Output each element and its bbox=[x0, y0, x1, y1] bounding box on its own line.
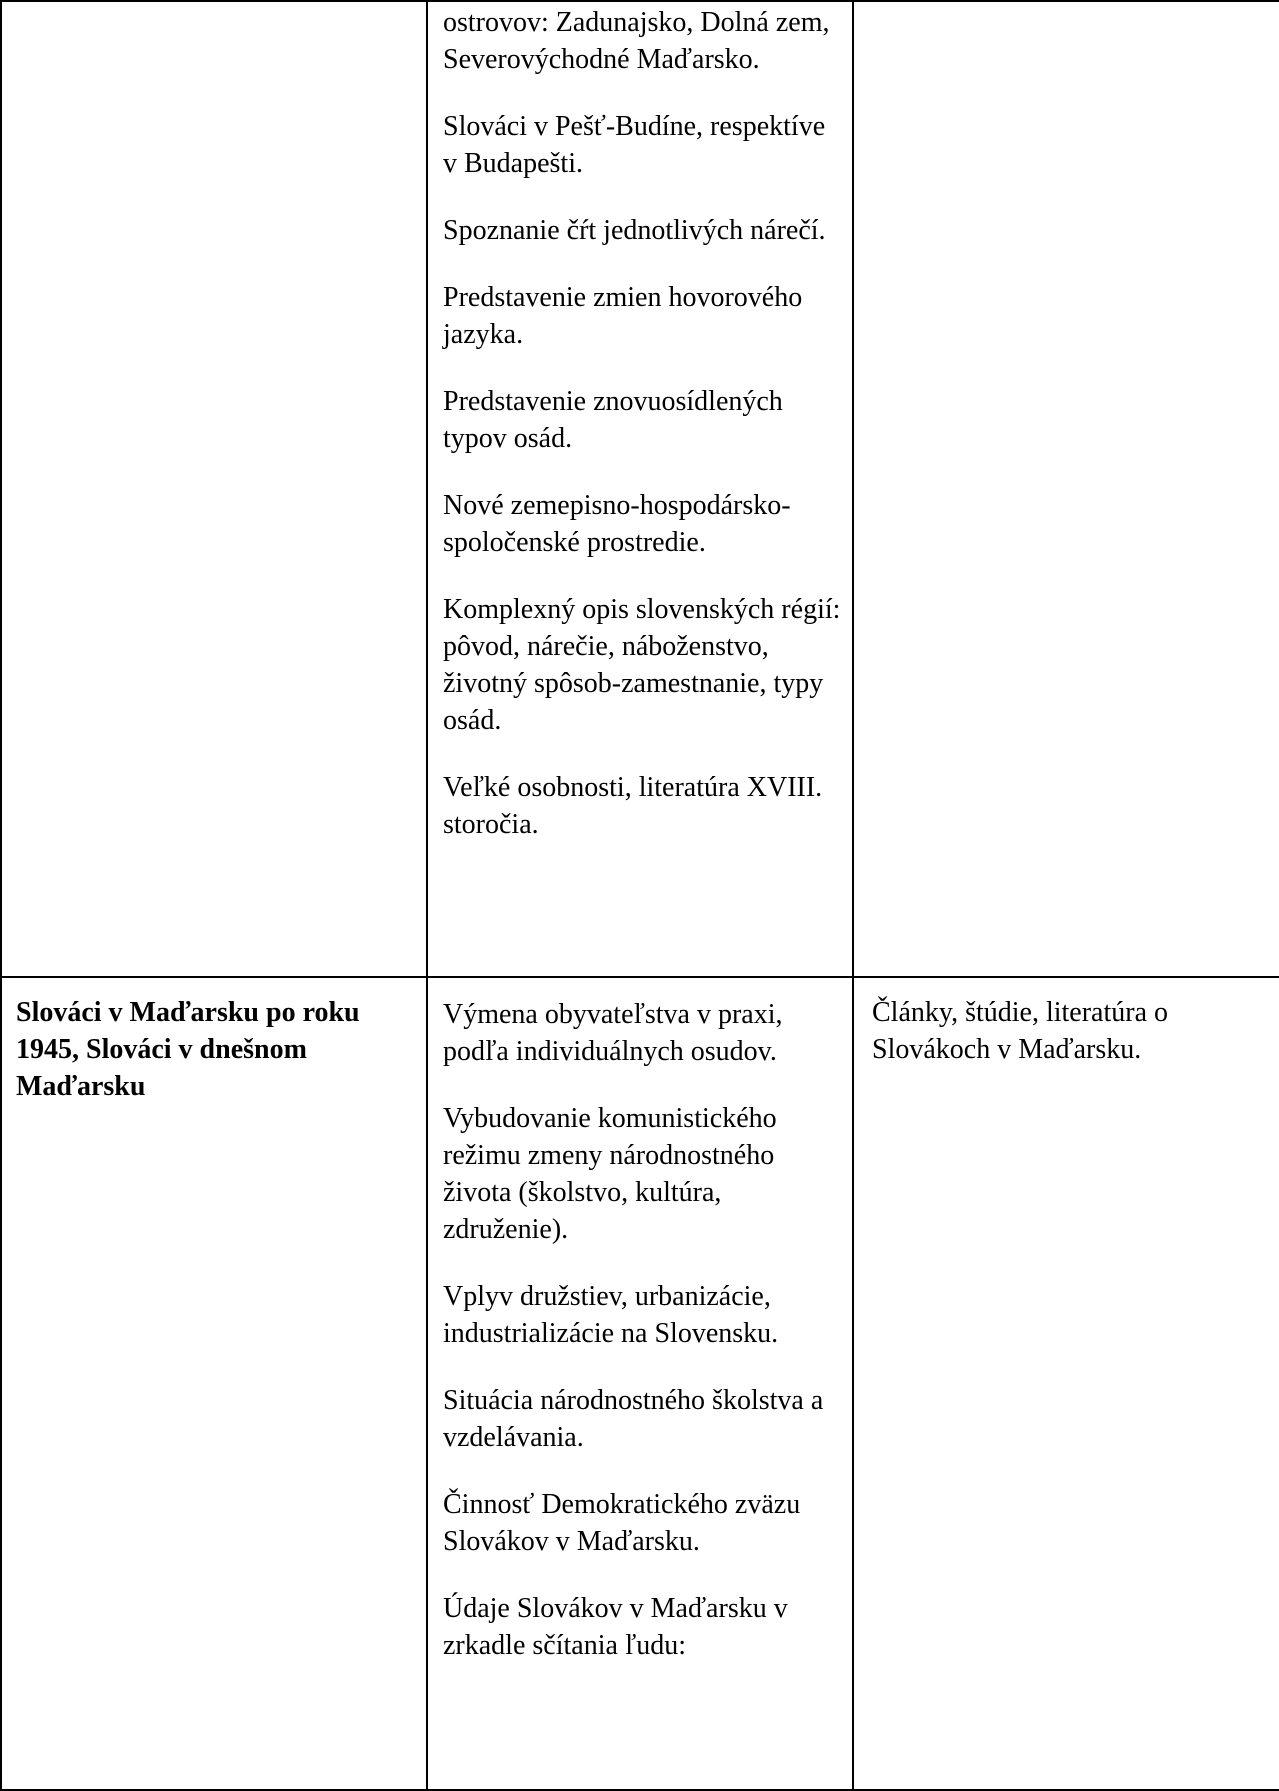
content-paragraph: Predstavenie zmien hovorového jazyka. bbox=[443, 282, 803, 350]
topic-cell bbox=[1, 977, 427, 1790]
content-paragraph: Spoznanie čŕt jednotlivých nárečí. bbox=[443, 215, 826, 246]
resources-text: Články, štúdie, literatúra o Slovákoch v Maďarsku. bbox=[872, 997, 1168, 1065]
content-paragraph: Údaje Slovákov v Maďarsku v zrkadle sčítania ľudu: bbox=[443, 1593, 788, 1661]
content-paragraph: Nové zemepisno-hospodársko-spoločenské prostredie. bbox=[443, 490, 791, 558]
resources-cell bbox=[853, 977, 1279, 1790]
content-paragraph: Vybudovanie komunistického režimu zmeny národnostného života (školstvo, kultúra, združenie). bbox=[443, 1103, 777, 1245]
content-paragraph: Komplexný opis slovenských régií: pôvod, nárečie, náboženstvo, životný spôsob-zamestnanie, typy osád. bbox=[443, 594, 841, 736]
content-paragraph: Výmena obyvateľstva v praxi, podľa individuálnych osudov. bbox=[443, 999, 783, 1067]
topic-text: Slováci v Maďarsku po roku 1945, Slováci v dnešnom Maďarsku bbox=[16, 997, 360, 1102]
content-paragraph: Situácia národnostného školstva a vzdelávania. bbox=[443, 1385, 824, 1453]
content-cell bbox=[427, 977, 853, 1790]
table-row bbox=[1, 1, 1279, 977]
content-paragraph: Činnosť Demokratického zväzu Slovákov v Maďarsku. bbox=[443, 1489, 801, 1557]
topic-cell bbox=[1, 1, 427, 977]
content-cell bbox=[427, 1, 853, 977]
content-paragraph: Veľké osobnosti, literatúra XVIII. storočia. bbox=[443, 772, 823, 840]
content-paragraph: Predstavenie znovuosídlených typov osád. bbox=[443, 386, 783, 454]
content-paragraph: ostrovov: Zadunajsko, Dolná zem, Severovýchodné Maďarsko. bbox=[443, 7, 830, 75]
table-row bbox=[1, 977, 1279, 1790]
content-paragraph: Vplyv družstiev, urbanizácie, industrializácie na Slovensku. bbox=[443, 1281, 779, 1349]
content-paragraph: Slováci v Pešť-Budíne, respektíve v Budapešti. bbox=[443, 111, 826, 179]
resources-cell bbox=[853, 1, 1279, 977]
